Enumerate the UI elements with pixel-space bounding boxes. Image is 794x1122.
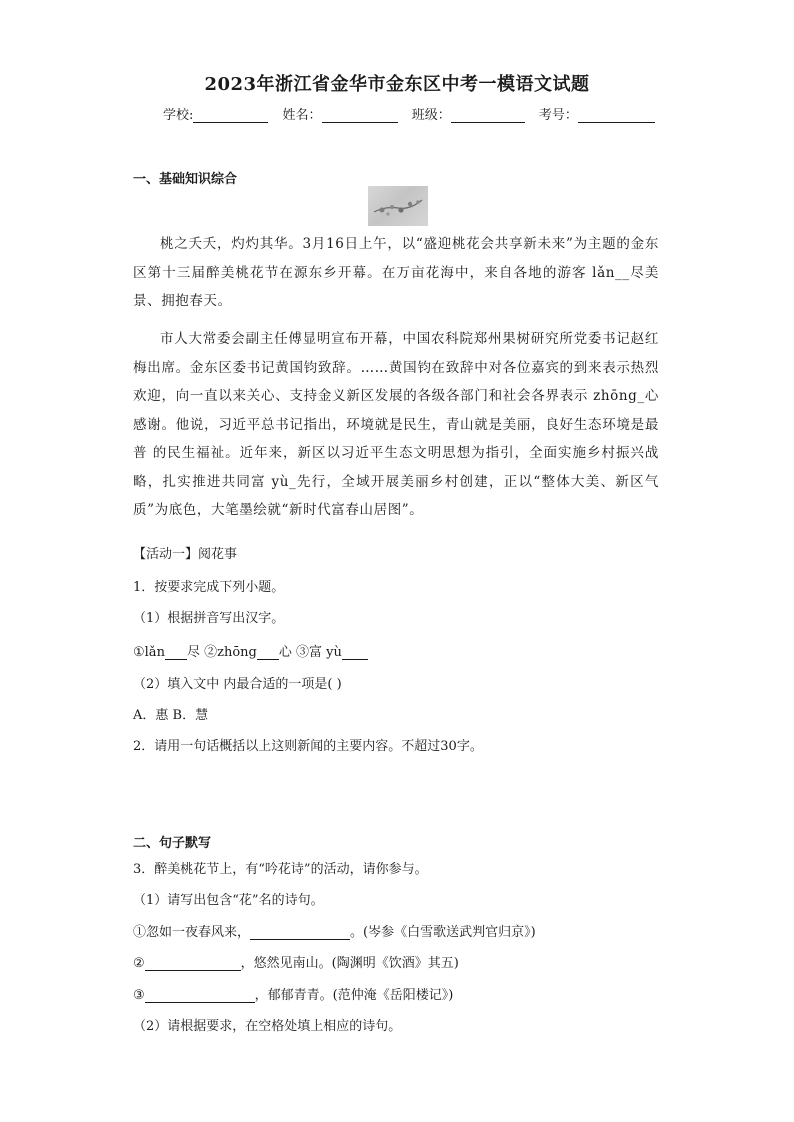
question-1-2-options: A．惠 B．慧 [133,708,209,723]
question-1-2: （2）填入文中 内最合适的一项是( ) [133,677,342,692]
name-label: 姓名： [282,108,322,123]
number-label: 考号： [538,108,578,123]
poem-c-pre: ③ [133,988,145,1003]
news-paragraph-1: 桃之夭夭，灼灼其华。3月16日上午，以“盛迎桃花会共享新未来”为主题的金东区第十三届醉美桃花节在源东乡开幕。在万亩花海中，来自各地的游客 lǎn__尽美景、拥抱春天。 [133,236,659,309]
poem-line-b [133,952,459,971]
poem-b-pre: ② [133,956,145,971]
question-2: 2．请用一句话概括以上这则新闻的主要内容。不超过30字。 [133,739,483,754]
poem-a-pre: ①忽如一夜春风来， [133,925,251,940]
poem-line-a [133,921,536,940]
poem-c-blank[interactable] [145,988,255,1003]
poem-b-post: ，悠然见南山。(陶渊明《饮酒》其五) [240,956,459,971]
poem-c-post: ，郁郁青青。(范仲淹《岳阳楼记》) [254,988,454,1003]
pinyin-b-tail: 心 [278,645,292,660]
school-label: 学校: [163,108,194,123]
question-1-1: （1）根据拼音写出汉字。 [133,611,285,626]
class-label: 班级： [411,108,451,123]
question-3: 3．醉美桃花节上，有“吟花诗”的活动，请你参与。 [133,862,428,877]
activity-1-label: 【活动一】阅花事 [133,547,238,562]
news-paragraph-2: 市人大常委会副主任傅显明宣布开幕，中国农科院郑州果树研究所党委书记赵红梅出席。金东区委书记黄国钧致辞。……黄国钧在致辞中对各位嘉宾的到来表示热烈欢迎，向一直以来关心、支持金义新区发展的各级各部门和社会各界表示 zhōng_心感谢。他说，习近平总书记指出，环境就是民生，青山就是美丽，良好生态环境是最普 的民生福祉。近年来，新区以习近平生态文明思想为指引，全面实施乡村振兴战略，扎实推进共同富 yù_先行，全域开展美丽乡村创建，正以“整体大美、新区气质”为底色，大笔墨绘就“新时代富春山居图”。 [133,331,659,518]
question-3-1: （1）请写出包含“花”名的诗句。 [133,893,324,908]
school-blank[interactable] [193,108,268,123]
pinyin-a-label: ①lǎn [133,645,165,660]
pinyin-a-tail: 尽 [186,645,200,660]
section-1-heading: 一、基础知识综合 [133,172,238,187]
question-3-2: （2）请根据要求，在空格处填上相应的诗句。 [133,1019,402,1034]
section-2-heading: 二、句子默写 [133,836,212,851]
pinyin-c-blank[interactable] [342,645,368,660]
pinyin-a-blank[interactable] [165,645,187,660]
class-blank[interactable] [451,108,525,123]
poem-b-blank[interactable] [145,956,241,971]
question-1: 1．按要求完成下列小题。 [133,580,285,595]
poem-line-c [133,984,453,1003]
student-info-row [163,104,665,123]
poem-a-blank[interactable] [250,925,350,940]
exam-title: 2023年浙江省金华市金东区中考一模语文试题 [204,74,590,95]
poem-a-post: 。(岑参《白雪歌送武判官归京》) [350,925,536,940]
number-blank[interactable] [578,108,655,123]
peach-blossom-photo [368,186,428,226]
pinyin-blanks-row [133,641,368,660]
pinyin-b-blank[interactable] [257,645,279,660]
name-blank[interactable] [322,108,398,123]
pinyin-c-label: ③富 yù [296,645,342,660]
pinyin-b-label: ②zhōng [204,645,257,660]
